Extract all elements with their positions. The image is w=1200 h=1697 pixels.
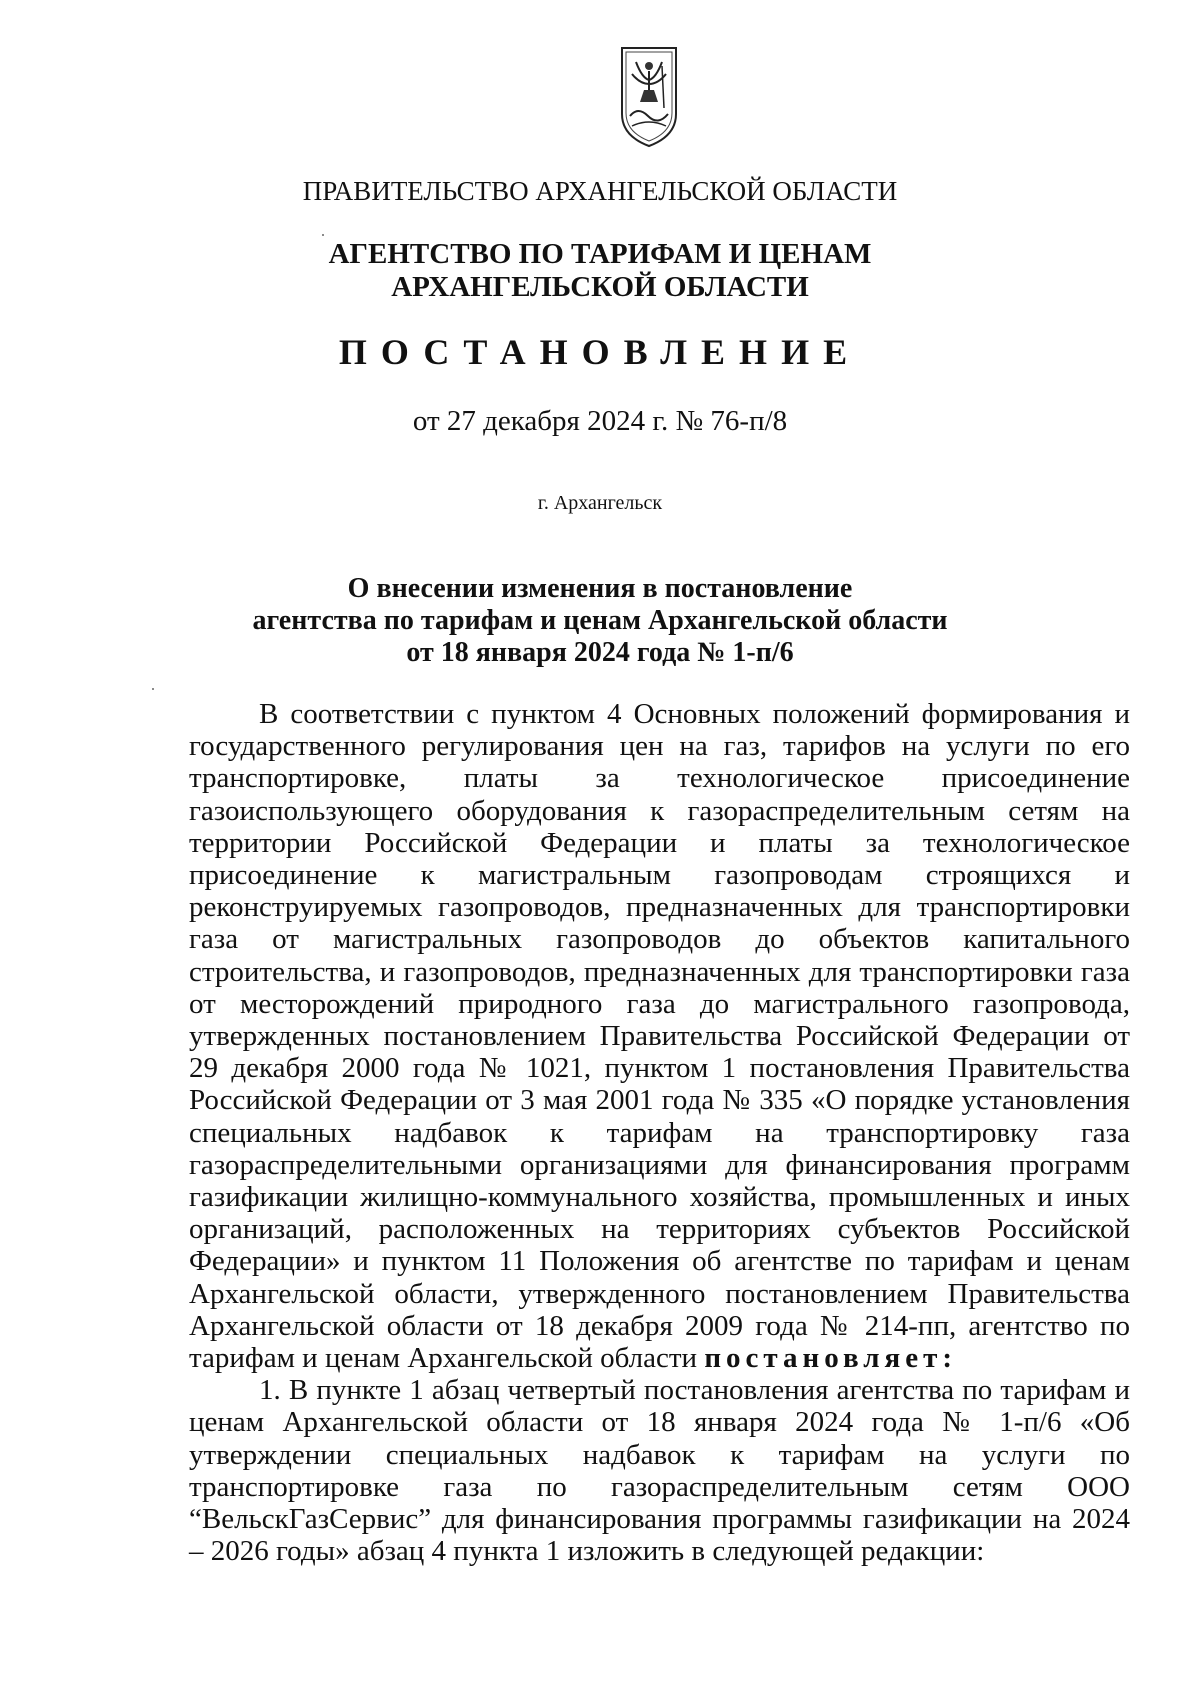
document-city: г. Архангельск — [537, 492, 663, 514]
scan-speck — [152, 688, 154, 690]
body-paragraph-2 — [189, 1374, 1130, 1567]
document-subject — [0, 573, 1200, 669]
government-name: ПРАВИТЕЛЬСТВО АРХАНГЕЛЬСКОЙ ОБЛАСТИ — [302, 176, 898, 206]
decree-word: постановляет: — [704, 1342, 958, 1375]
subject-line1: О внесении изменения в постановление — [347, 573, 853, 604]
subject-line3: от 18 января 2024 года № 1-п/6 — [406, 637, 794, 668]
document-date-number: от 27 декабря 2024 г. № 76-п/8 — [412, 405, 788, 437]
document-body — [189, 698, 1130, 1567]
paragraph-2-text: 1. В пункте 1 абзац четвертый постановления агентства по тарифам и ценам Архангельской области от 18 января 2024 года № 1-п/6 «Об утверждении специальных надбавок к тарифам на услуги по транспортировке газа по газораспределительным сетям ООО “ВельскГазСервис” для финансирования программы газификации на 2024 – 2026 годы» абзац 4 пункта 1 изложить в следующей редакции: — [189, 1374, 1130, 1568]
coat-of-arms-icon — [618, 44, 680, 150]
paragraph-1-text: В соответствии с пунктом 4 Основных положений формирования и государственного регулирования цен на газ, тарифов на услуги по его транспортировке, платы за технологическое присоединение газоиспользующего оборудования к газораспределительным сетям на территории Российской Федерации и платы за технологическое присоединение к магистральным газопроводам строящихся и реконструируемых газопроводов, предназначенных для транспортировки газа от магистральных газопроводов до объектов капитального строительства, и газопроводов, предназначенных для транспортировки газа от месторождений природного газа до магистрального газопровода, утвержденных постановлением Правительства Российской Федерации от 29 декабря 2000 года № 1021, пунктом 1 постановления Правительства Российской Федерации от 3 мая 2001 года № 335 «О порядке установления специальных надбавок к тарифам на транспортировку газа газораспределительными организациями для финансирования программ газификации жилищно-коммунального хозяйства, промышленных и иных организаций, расположенных на территориях субъектов Российской Федерации» и пунктом 11 Положения об агентстве по тарифам и ценам Архангельской области, утвержденного постановлением Правительства Архангельской области от 18 декабря 2009 года № 214-пп, агентство по тарифам и ценам Архангельской области — [189, 698, 1130, 1375]
agency-name-line1: АГЕНТСТВО ПО ТАРИФАМ И ЦЕНАМ — [328, 238, 872, 270]
scan-speck — [322, 234, 324, 236]
subject-line2: агентства по тарифам и ценам Архангельской области — [252, 605, 948, 636]
body-paragraph-1 — [189, 698, 1130, 1374]
document-type-title: ПОСТАНОВЛЕНИЕ — [338, 332, 862, 372]
agency-name-line2: АРХАНГЕЛЬСКОЙ ОБЛАСТИ — [391, 271, 809, 303]
agency-name — [0, 238, 1200, 304]
